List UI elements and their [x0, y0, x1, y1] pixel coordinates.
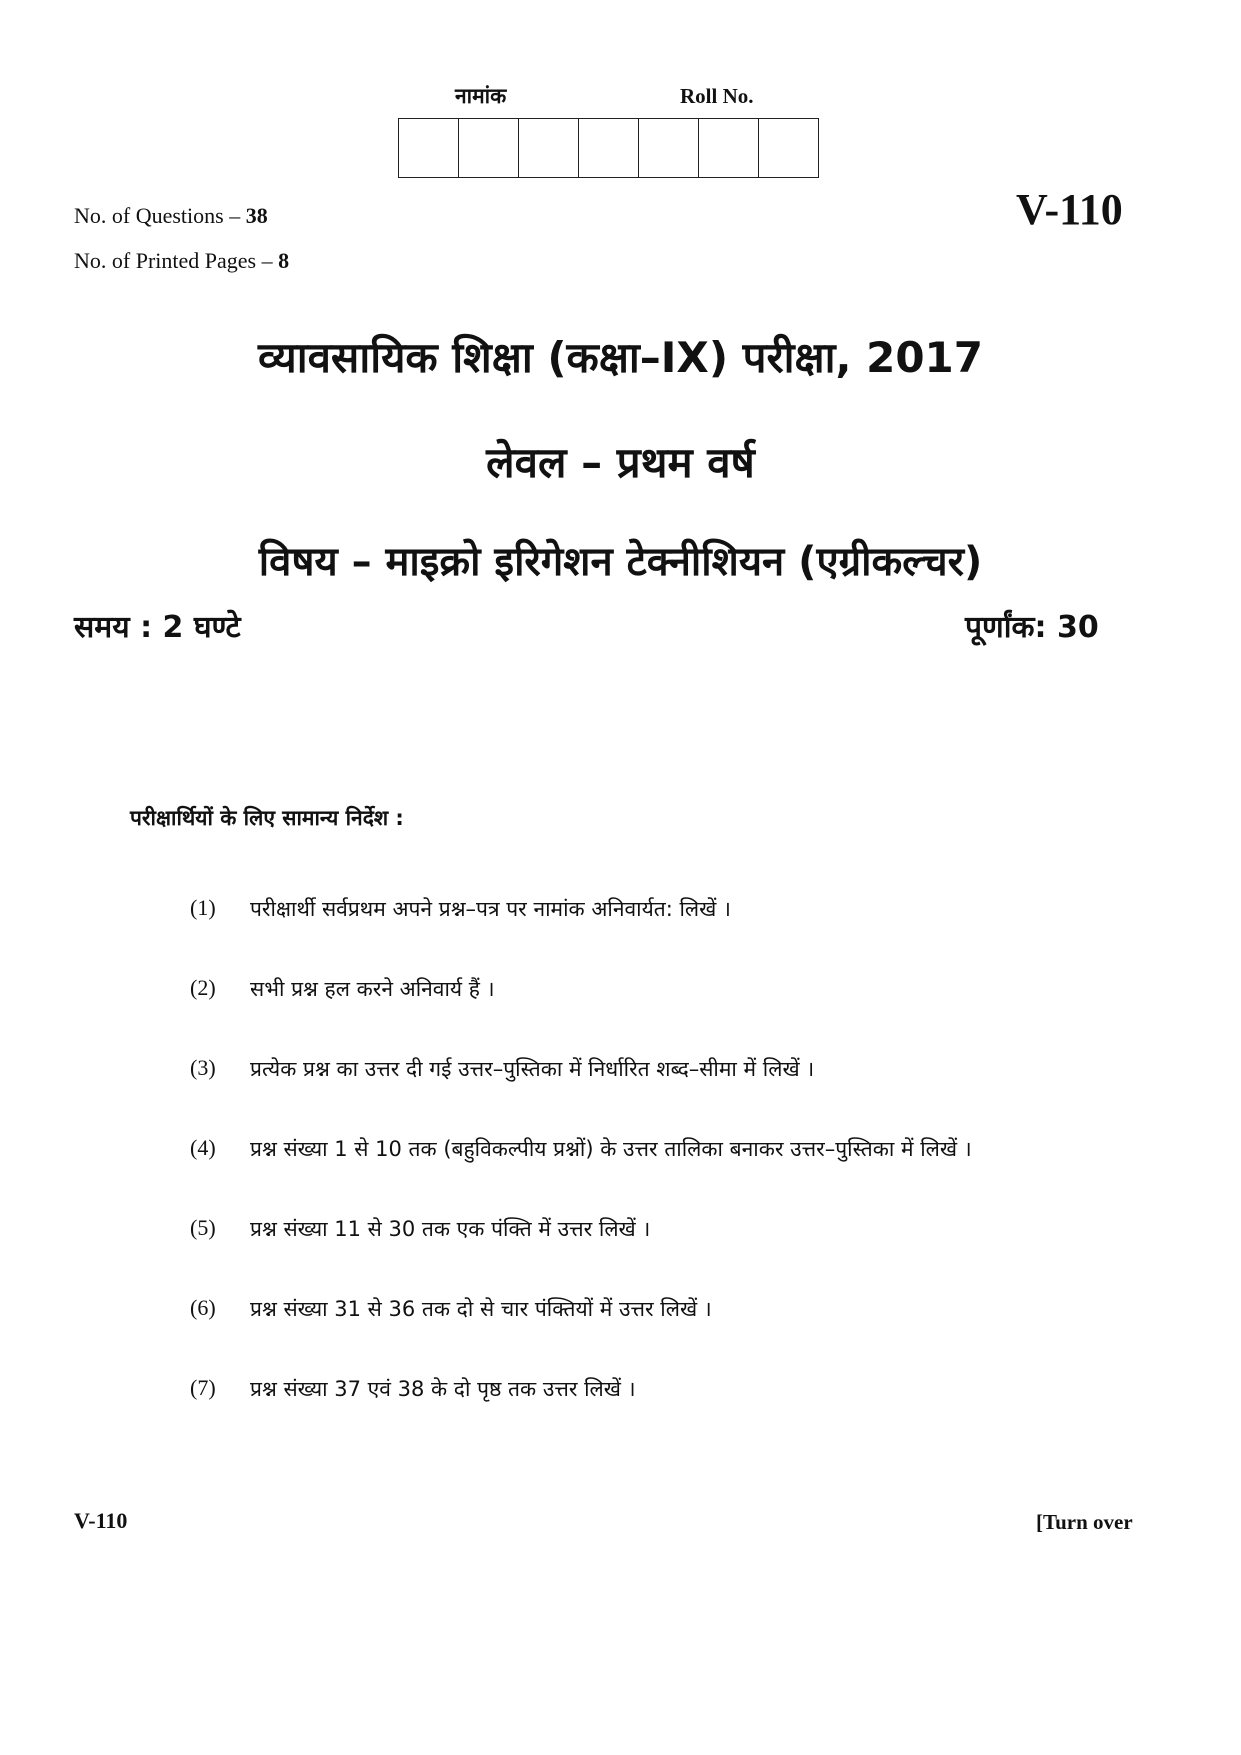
roll-box[interactable]: [759, 118, 819, 178]
roll-box[interactable]: [639, 118, 699, 178]
roll-box[interactable]: [699, 118, 759, 178]
roll-box[interactable]: [459, 118, 519, 178]
instructions-heading: परीक्षार्थियों के लिए सामान्य निर्देश :: [130, 806, 404, 830]
instruction-text: प्रत्येक प्रश्न का उत्तर दी गई उत्तर–पुस्तिका में निर्धारित शब्द–सीमा में लिखें ।: [250, 1057, 815, 1081]
instruction-number: (7): [190, 1375, 216, 1400]
list-item: [190, 1215, 972, 1295]
list-item: [190, 1295, 972, 1375]
questions-count: [74, 203, 268, 229]
questions-label: No. of Questions –: [74, 203, 246, 228]
footer-paper-code: V-110: [74, 1508, 128, 1533]
instruction-number: (3): [190, 1055, 216, 1080]
roll-number-boxes: [398, 118, 819, 178]
list-item: [190, 1055, 972, 1135]
instruction-number: (6): [190, 1295, 216, 1320]
list-item: [190, 1135, 972, 1215]
exam-total-marks: पूर्णांक: 30: [965, 610, 1099, 645]
paper-code: V-110: [1016, 185, 1123, 234]
roll-box[interactable]: [579, 118, 639, 178]
instruction-text: प्रश्न संख्या 37 एवं 38 के दो पृष्ठ तक उत्तर लिखें ।: [250, 1377, 636, 1401]
list-item: [190, 895, 972, 975]
turn-over-note: [Turn over: [1036, 1510, 1133, 1534]
list-item: [190, 1375, 972, 1455]
instruction-text: परीक्षार्थी सर्वप्रथम अपने प्रश्न–पत्र पर नामांक अनिवार्यत: लिखें ।: [250, 897, 731, 921]
instruction-text: प्रश्न संख्या 31 से 36 तक दो से चार पंक्तियों में उत्तर लिखें ।: [250, 1297, 712, 1321]
level-title: लेवल – प्रथम वर्ष: [486, 438, 755, 487]
instruction-number: (1): [190, 895, 216, 920]
list-item: [190, 975, 972, 1055]
roll-box[interactable]: [519, 118, 579, 178]
instruction-text: प्रश्न संख्या 11 से 30 तक एक पंक्ति में उत्तर लिखें ।: [250, 1217, 651, 1241]
pages-value: 8: [278, 248, 290, 273]
roll-label-hindi: नामांक: [455, 84, 507, 108]
instruction-number: (5): [190, 1215, 216, 1240]
exam-time: समय : 2 घण्टे: [74, 610, 241, 645]
instruction-text: प्रश्न संख्या 1 से 10 तक (बहुविकल्पीय प्रश्नों) के उत्तर तालिका बनाकर उत्तर–पुस्तिका में लिखें ।: [250, 1137, 972, 1161]
instructions-list: [190, 895, 972, 1455]
printed-pages-count: [74, 248, 289, 274]
questions-value: 38: [245, 203, 268, 228]
instruction-number: (2): [190, 975, 216, 1000]
roll-box[interactable]: [399, 118, 459, 178]
pages-label: No. of Printed Pages –: [74, 248, 279, 273]
exam-title: व्यावसायिक शिक्षा (कक्षा–IX) परीक्षा, 2017: [257, 333, 984, 382]
instruction-text: सभी प्रश्न हल करने अनिवार्य हैं ।: [250, 977, 495, 1001]
roll-label-english: Roll No.: [680, 84, 754, 108]
instruction-number: (4): [190, 1135, 216, 1160]
subject-title: विषय – माइक्रो इरिगेशन टेक्नीशियन (एग्रीकल्चर): [258, 539, 983, 585]
